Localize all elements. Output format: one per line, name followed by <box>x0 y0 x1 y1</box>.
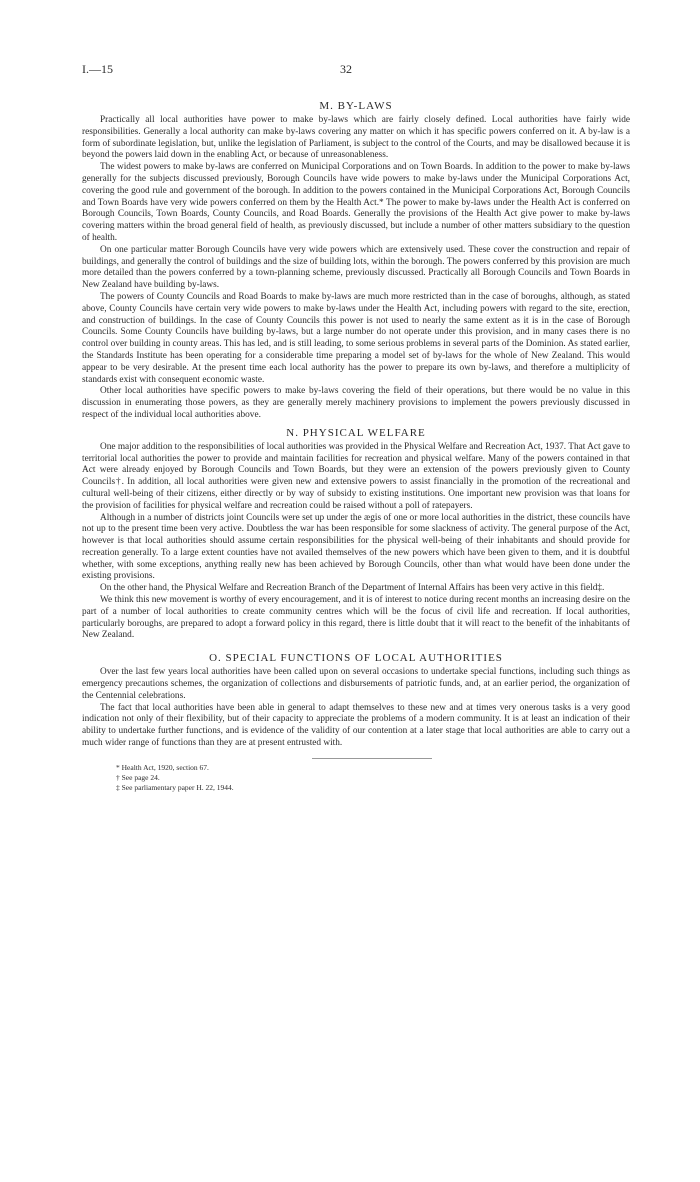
paragraph: On the other hand, the Physical Welfare and Recreation Branch of the Department of Internal Affairs has been very active in this field‡. <box>100 583 605 594</box>
footnote: † See page 24. <box>116 772 160 782</box>
paragraph: One major addition to the responsibilities of local authorities was provided in the Physical Welfare and Recreation Act, 1937. That Act gave to territorial local authorities the power to provide and maintain facilities for recreation and physical welfare. Many of the powers contained in that Act were already enjoyed by Borough Councils and Town Boards, but they were an extension of the powers previously given to County Councils†. In addition, all local authorities were given new and extensive powers to assist financially in the promotion of the recreational and cultural well-being of their citizens, either directly or by way of subsidy to existing institutions. One important new provision was that loans for the provision of facilities for physical welfare and recreation could be raised without a poll of ratepayers. <box>82 441 630 511</box>
section-heading-physical-welfare: N. PHYSICAL WELFARE <box>286 426 426 439</box>
document-reference: I.—15 <box>82 62 113 76</box>
paragraph: Practically all local authorities have power to make by-laws which are fairly closely defined. Local authorities have fairly wide responsibilities. Generally a local authority can make by-laws covering any matter on which it has specific powers conferred on it. A by-law is a form of subordinate legislation, but, unlike the legislation of Parliament, is subject to the control of the Courts, and may be disallowed because it is beyond the powers laid down in the enabling Act, or because of unreasonableness. <box>82 115 630 161</box>
paragraph: The fact that local authorities have been able in general to adapt themselves to these new and at times very onerous tasks is a very good indication not only of their flexibility, but of their capacity to appreciate the problems of a modern community. It is at least an indication of their ability to undertake further functions, and is evidence of the validity of our contention at a later stage that local authorities are able to carry out a much wider range of functions than they are at present entrusted with. <box>82 702 630 749</box>
paragraph: The widest powers to make by-laws are conferred on Municipal Corporations and on Town Boards. In addition to the power to make by-laws generally for the subjects discussed previously, Borough Councils have wide powers to make by-laws under the Municipal Corporations Act, covering the good rule and government of the borough. In addition to the powers contained in the Municipal Corporations Act, Borough Councils and Town Boards have very wide powers conferred on them by the Health Act.* The power to make by-laws under the Health Act is conferred on Borough Councils, Town Boards, County Councils, and Road Boards. Generally the provisions of the Health Act give power to make by-laws covering matters within the broad general field of health, as previously discussed, but include a number of other matters subsidiary to the question of health. <box>82 162 630 243</box>
document-page <box>82 62 630 793</box>
paragraph: We think this new movement is worthy of every encouragement, and it is of interest to notice during recent months an increasing desire on the part of a number of local authorities to create community centres which will be the focus of civil life and recreation. If local authorities, particularly boroughs, are prepared to adopt a forward policy in this regard, there is little doubt that it will react to the benefit of the inhabitants of New Zealand. <box>82 595 630 641</box>
page-header <box>82 62 630 80</box>
paragraph: On one particular matter Borough Councils have very wide powers which are extensively used. These cover the construction and repair of buildings, and generally the control of buildings and the size of building lots, within the borough. The powers conferred by this provision are much more detailed than the powers conferred by a town-planning scheme, previously discussed. Practically all Borough Councils and Town Boards in New Zealand have building by-laws. <box>82 244 630 291</box>
footnote-divider <box>312 758 432 759</box>
footnote: * Health Act, 1920, section 67. <box>116 762 209 772</box>
paragraph: Although in a number of districts joint Councils were set up under the ægis of one or more local authorities in the district, these councils have not up to the present time been very active. Doubtless the war has been responsible for some slackness of activity. The general purpose of the Act, however is that local authorities should assume certain responsibilities for the physical well-being of their inhabitants and should provide for recreation generally. To a large extent counties have not availed themselves of the new powers which have been given to them, and it is doubtful whether, with some exceptions, anything really new has been achieved by Borough Councils, other than what would have been done under the existing provisions. <box>82 512 630 582</box>
paragraph: Other local authorities have specific powers to make by-laws covering the field of their operations, but there would be no value in this discussion in enumerating those powers, as they are generally merely machinery provisions to implement the powers previously discussed in respect of the individual local authorities above. <box>82 386 630 420</box>
page-number: 32 <box>340 62 352 76</box>
footnote: ‡ See parliamentary paper H. 22, 1944. <box>116 782 234 792</box>
paragraph: The powers of County Councils and Road Boards to make by-laws are much more restricted than in the case of boroughs, although, as stated above, County Councils have certain very wide powers to make by-laws under the Health Act, including powers with regard to the site, erection, and construction of buildings. In the case of County Councils this power is not used to nearly the same extent as it is in the case of Borough Councils. Some County Councils have building by-laws, but a large number do not operate under this provision, and in many cases there is no control over building in county areas. This has led, and is still leading, to some serious problems in several parts of the Dominion. As stated earlier, the Standards Institute has been operating for a considerable time preparing a model set of by-laws for the whole of New Zealand. This would appear to be very desirable. At the present time each local authority has the power to prepare its own by-laws, and therefore a multiplicity of standards exist with consequent economic waste. <box>82 291 630 385</box>
section-heading-by-laws: M. BY-LAWS <box>319 100 393 112</box>
paragraph: Over the last few years local authorities have been called upon on several occasions to undertake special functions, including such things as emergency precautions schemes, the organization of collections and disbursements of patriotic funds, and, at an earlier period, the organization of the Centennial celebrations. <box>82 667 630 701</box>
section-heading-special-functions: O. SPECIAL FUNCTIONS OF LOCAL AUTHORITIES <box>209 652 503 665</box>
